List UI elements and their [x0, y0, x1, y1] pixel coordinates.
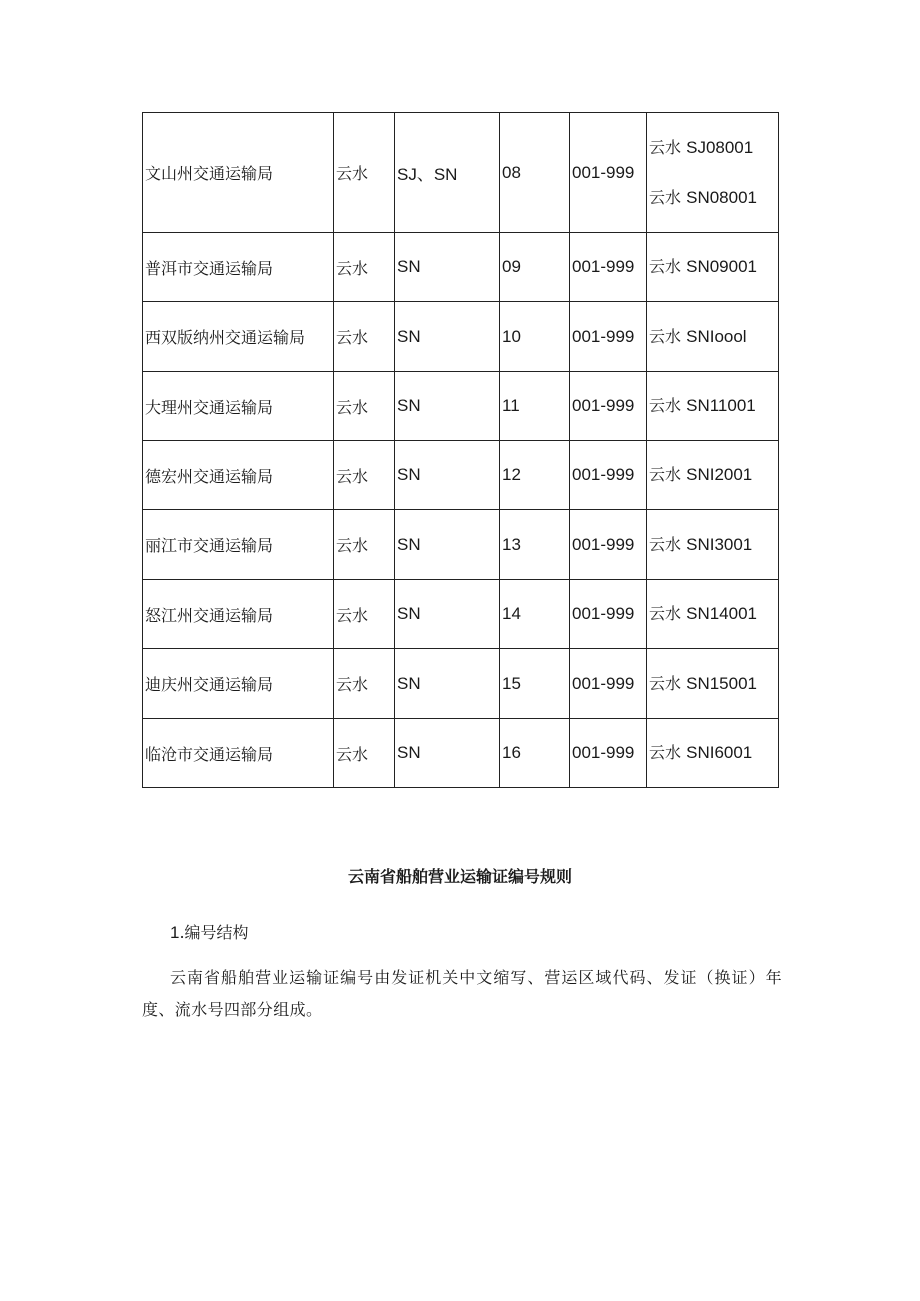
- cell-abbreviation: 云水: [334, 580, 395, 649]
- cell-abbreviation: 云水: [334, 233, 395, 302]
- cell-abbreviation: 云水: [334, 113, 395, 233]
- cell-office-code: 15: [500, 649, 570, 719]
- cell-office-code: 08: [500, 113, 570, 233]
- cell-office-code: 13: [500, 510, 570, 580]
- cell-example-number: [647, 510, 779, 580]
- table-body: [143, 113, 779, 788]
- example-prefix: 云水: [649, 534, 682, 554]
- example-number: [649, 255, 778, 279]
- cell-office: 西双版纳州交通运输局: [143, 302, 334, 372]
- example-number: [649, 394, 778, 418]
- cell-region-code: SN: [395, 580, 500, 649]
- cell-region-code: SJ、SN: [395, 113, 500, 233]
- example-prefix: 云水: [649, 187, 682, 207]
- cell-office: 文山州交通运输局: [143, 113, 334, 233]
- cell-example-number: [647, 719, 779, 788]
- cell-region-code: SN: [395, 649, 500, 719]
- cell-example-number: [647, 302, 779, 372]
- cell-serial-range: 001-999: [570, 113, 647, 233]
- example-prefix: 云水: [649, 396, 682, 415]
- example-number: [649, 325, 778, 349]
- example-code: SNI6001: [686, 743, 753, 762]
- example-number: [649, 136, 778, 160]
- cell-region-code: SN: [395, 719, 500, 788]
- cell-example-number: [647, 113, 779, 233]
- cell-example-number: [647, 372, 779, 441]
- table-row: [143, 233, 779, 302]
- example-code: SN09001: [686, 257, 757, 276]
- cell-abbreviation: 云水: [334, 649, 395, 719]
- example-code: SNI2001: [686, 465, 753, 484]
- cell-example-number: [647, 233, 779, 302]
- cell-office: 迪庆州交通运输局: [143, 649, 334, 719]
- example-code: SN11001: [686, 396, 756, 415]
- cell-abbreviation: 云水: [334, 372, 395, 441]
- cell-region-code: SN: [395, 510, 500, 580]
- cell-abbreviation: 云水: [334, 510, 395, 580]
- cell-region-code: SN: [395, 441, 500, 510]
- subhead-number: 1: [170, 923, 180, 942]
- example-code: SN08001: [686, 187, 757, 207]
- cell-office-code: 14: [500, 580, 570, 649]
- table-row: [143, 649, 779, 719]
- example-number: [649, 602, 778, 626]
- cell-office: 丽江市交通运输局: [143, 510, 334, 580]
- cell-serial-range: 001-999: [570, 441, 647, 510]
- example-code: SNI3001: [686, 534, 753, 554]
- table-row: [143, 302, 779, 372]
- cell-example-number: [647, 580, 779, 649]
- example-prefix: 云水: [649, 326, 682, 346]
- cell-office-code: 10: [500, 302, 570, 372]
- example-prefix: 云水: [649, 137, 682, 157]
- cell-serial-range: 001-999: [570, 510, 647, 580]
- cell-office-code: 12: [500, 441, 570, 510]
- table-row: [143, 113, 779, 233]
- cell-serial-range: 001-999: [570, 649, 647, 719]
- table-row: [143, 719, 779, 788]
- example-number: [649, 672, 778, 696]
- cell-office-code: 11: [500, 372, 570, 441]
- example-code: SN14001: [686, 604, 757, 623]
- table-row: [143, 372, 779, 441]
- section-title: 云南省船舶营业运输证编号规则: [347, 867, 572, 886]
- example-code: SJ08001: [686, 137, 754, 157]
- table-row: [143, 580, 779, 649]
- example-prefix: 云水: [649, 743, 682, 762]
- cell-example-number: [647, 441, 779, 510]
- example-prefix: 云水: [649, 465, 682, 484]
- table-row: [143, 441, 779, 510]
- example-number: [649, 186, 778, 210]
- subhead-text: .编号结构: [179, 923, 249, 942]
- example-number: [649, 463, 778, 487]
- example-code: SN15001: [686, 673, 757, 693]
- cell-serial-range: 001-999: [570, 580, 647, 649]
- example-number: [649, 741, 778, 765]
- cell-serial-range: 001-999: [570, 372, 647, 441]
- cell-office-code: 09: [500, 233, 570, 302]
- cell-office: 临沧市交通运输局: [143, 719, 334, 788]
- cell-serial-range: 001-999: [570, 233, 647, 302]
- example-number: [649, 533, 778, 557]
- example-code: SNIoool: [686, 326, 747, 346]
- cell-region-code: SN: [395, 302, 500, 372]
- cell-office: 德宏州交通运输局: [143, 441, 334, 510]
- certificate-code-table: [142, 112, 779, 788]
- cell-example-number: [647, 649, 779, 719]
- example-prefix: 云水: [649, 257, 682, 276]
- cell-office: 大理州交通运输局: [143, 372, 334, 441]
- table-row: [143, 510, 779, 580]
- cell-region-code: SN: [395, 372, 500, 441]
- cell-serial-range: 001-999: [570, 302, 647, 372]
- cell-abbreviation: 云水: [334, 302, 395, 372]
- cell-region-code: SN: [395, 233, 500, 302]
- cell-office: 怒江州交通运输局: [143, 580, 334, 649]
- subhead: [170, 920, 249, 943]
- body-paragraph: 云南省船舶营业运输证编号由发证机关中文缩写、营运区域代码、发证（换证）年度、流水号四部分组成。: [142, 968, 782, 1019]
- example-prefix: 云水: [649, 604, 682, 623]
- example-prefix: 云水: [649, 673, 682, 693]
- cell-abbreviation: 云水: [334, 719, 395, 788]
- cell-office: 普洱市交通运输局: [143, 233, 334, 302]
- cell-office-code: 16: [500, 719, 570, 788]
- cell-serial-range: 001-999: [570, 719, 647, 788]
- cell-abbreviation: 云水: [334, 441, 395, 510]
